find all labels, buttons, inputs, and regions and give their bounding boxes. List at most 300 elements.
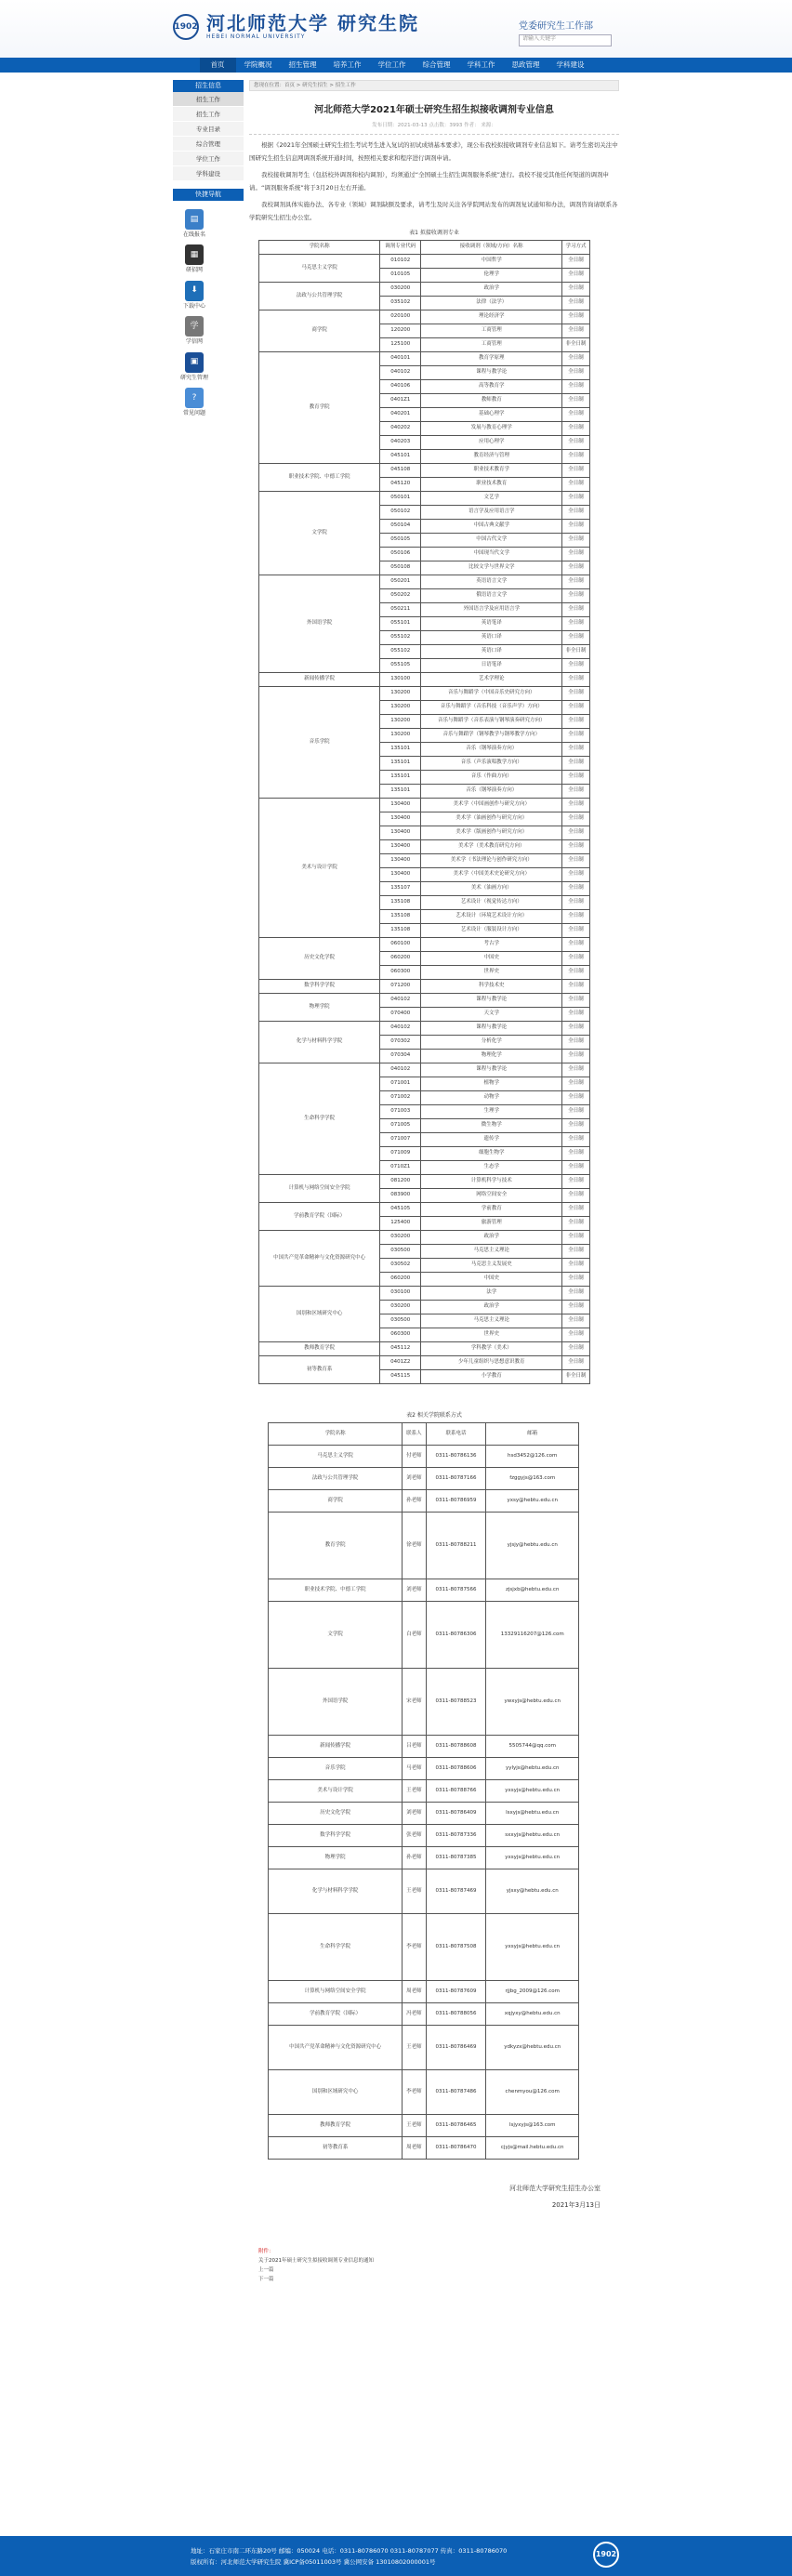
table-row bbox=[269, 1981, 579, 2003]
college-cell: 初等教育系 bbox=[259, 1356, 380, 1384]
table-cell: 050101 bbox=[380, 492, 421, 506]
table-cell: 应用心理学 bbox=[421, 436, 562, 450]
table-cell: 0311-80786465 bbox=[426, 2115, 486, 2137]
table-cell: 吕老师 bbox=[403, 1736, 426, 1758]
table-row bbox=[269, 1490, 579, 1513]
quick-link-label: 研究生管理 bbox=[179, 374, 208, 381]
nav-item[interactable]: 学院概况 bbox=[244, 60, 272, 69]
nav-item[interactable]: 招生管理 bbox=[288, 60, 317, 69]
table-cell: 少年儿童组织与思想意识教育 bbox=[421, 1356, 562, 1370]
table-cell: 文学院 bbox=[269, 1602, 403, 1669]
table-cell: 全日制 bbox=[562, 283, 590, 297]
sidebar-item[interactable]: 招生工作 bbox=[173, 107, 244, 122]
table-cell: 计算机与网络空间安全学院 bbox=[269, 1981, 403, 2003]
table-row bbox=[259, 1022, 590, 1036]
sidebar-item[interactable]: 专业目录 bbox=[173, 122, 244, 137]
table-cell: 职业技术教育 bbox=[421, 478, 562, 492]
table-cell: 艺术设计（环境艺术设计方向） bbox=[421, 910, 562, 924]
table-cell: 130400 bbox=[380, 826, 421, 840]
table-cell: 040202 bbox=[380, 422, 421, 436]
quick-link-label: 下载中心 bbox=[182, 302, 205, 310]
main-nav bbox=[0, 58, 792, 73]
table-row bbox=[259, 255, 590, 269]
table-cell: 音乐（钢琴演奏方向） bbox=[421, 743, 562, 757]
table-cell: 学前教育 bbox=[421, 1203, 562, 1217]
table-cell: 全日制 bbox=[562, 1245, 590, 1259]
nav-item[interactable]: 思政管理 bbox=[511, 60, 540, 69]
sidebar-item[interactable]: 学位工作 bbox=[173, 152, 244, 166]
attach-link[interactable]: 上一篇 bbox=[258, 2267, 274, 2274]
college-cell: 物理学院 bbox=[259, 994, 380, 1022]
table-cell: 045115 bbox=[380, 1370, 421, 1384]
table-cell: 音乐（钢琴演奏方向） bbox=[421, 785, 562, 799]
table-row bbox=[269, 1758, 579, 1780]
footer-seal-icon: 1902 bbox=[593, 2542, 619, 2568]
college-cell: 计算机与网络空间安全学院 bbox=[259, 1175, 380, 1203]
table-cell: 计算机科学与技术 bbox=[421, 1175, 562, 1189]
table-cell: 全日制 bbox=[562, 464, 590, 478]
college-cell: 学前教育学院（国际） bbox=[259, 1203, 380, 1231]
table-cell: 0311-80786409 bbox=[426, 1803, 486, 1825]
table-cell: 马克思主义理论 bbox=[421, 1314, 562, 1328]
table-cell: 130100 bbox=[380, 673, 421, 687]
nav-item[interactable]: 学科工作 bbox=[467, 60, 495, 69]
table-cell: 0311-80787609 bbox=[426, 1981, 486, 2003]
table1-caption: 表1 拟接收调剂专业 bbox=[409, 229, 459, 236]
table-cell: 孙老师 bbox=[403, 1847, 426, 1869]
table-cell: 音乐（作曲方向） bbox=[421, 771, 562, 785]
table-cell: 030200 bbox=[380, 283, 421, 297]
table-cell: 0311-80787336 bbox=[426, 1825, 486, 1847]
table-cell: 全日制 bbox=[562, 854, 590, 868]
table-row bbox=[269, 1446, 579, 1468]
table-cell: 物理化学 bbox=[421, 1050, 562, 1063]
table-row bbox=[259, 994, 590, 1008]
table-cell: 083900 bbox=[380, 1189, 421, 1203]
table-cell: 0311-80788056 bbox=[426, 2003, 486, 2026]
table-cell: 050108 bbox=[380, 561, 421, 575]
table-cell: 生态学 bbox=[421, 1161, 562, 1175]
article-title: 河北师范大学2021年硕士研究生招生拟接收调剂专业信息 bbox=[314, 105, 554, 115]
breadcrumb: 您现在位置：首页 > 研究生招生 > 招生工作 bbox=[249, 80, 619, 91]
article-paragraph: 我校接收调剂考生（包括校外调剂和校内调剂），均须通过“全国硕士生招生调剂服务系统”进行。我校不接受其他任何渠道的调剂申请。“调剂服务系统”将于3月20日左右开通。 bbox=[249, 170, 609, 192]
article-paragraph: 我校调剂具体实施办法、各专业（领域）调剂缺额及要求，请考生及时关注各学院网站发布的调剂复试通知和办法，调剂咨询请联系各学院研究生招生办公室。 bbox=[249, 200, 618, 221]
table-row bbox=[269, 1513, 579, 1579]
table-cell: 全日制 bbox=[562, 1287, 590, 1301]
table-cell: 物理学院 bbox=[269, 1847, 403, 1869]
table-cell: 化学与材料科学学院 bbox=[269, 1869, 403, 1914]
attach-link[interactable]: 下一篇 bbox=[258, 2277, 274, 2283]
table-cell: 教育学原理 bbox=[421, 352, 562, 366]
table-row bbox=[269, 1847, 579, 1869]
table-cell: 语言学及应用语言学 bbox=[421, 506, 562, 520]
table-row bbox=[259, 283, 590, 297]
table-cell: 全日制 bbox=[562, 1133, 590, 1147]
table-cell: 初等教育系 bbox=[269, 2137, 403, 2160]
table-cell: 全日制 bbox=[562, 1356, 590, 1370]
sidebar-item[interactable]: 招生工作 bbox=[173, 92, 244, 107]
sidebar-title: 招生信息 bbox=[173, 80, 244, 92]
table-cell: 国别和区域研究中心 bbox=[269, 2070, 403, 2115]
table-cell: 音乐与舞蹈学（音乐科技（音乐声学）方向） bbox=[421, 701, 562, 715]
table-cell: 071009 bbox=[380, 1147, 421, 1161]
quick-link-icon: ▦ bbox=[185, 244, 204, 265]
table-cell: 文艺学 bbox=[421, 492, 562, 506]
table-row bbox=[259, 464, 590, 478]
table-cell: yxsyjs@hebtu.edu.cn bbox=[486, 1847, 579, 1869]
party-work-link[interactable]: 党委研究生工作部 bbox=[519, 21, 593, 32]
college-cell: 教师教育学院 bbox=[259, 1342, 380, 1356]
table-cell: 071005 bbox=[380, 1119, 421, 1133]
table-cell: 060200 bbox=[380, 1273, 421, 1287]
table-cell: 040106 bbox=[380, 380, 421, 394]
table-cell: 王老师 bbox=[403, 2026, 426, 2070]
table-cell: 全日制 bbox=[562, 1077, 590, 1091]
logo-subtitle: HEBEI NORMAL UNIVERSITY bbox=[206, 33, 306, 40]
nav-item[interactable]: 学科建设 bbox=[556, 60, 585, 69]
table-cell: 全日制 bbox=[562, 1259, 590, 1273]
table-cell: 全日制 bbox=[562, 882, 590, 896]
table-cell: 中国古典文献学 bbox=[421, 520, 562, 534]
table-cell: 全日制 bbox=[562, 910, 590, 924]
quick-link-label: 在线报名 bbox=[182, 231, 205, 238]
table-cell: 全日制 bbox=[562, 1161, 590, 1175]
table-cell: 音乐与舞蹈学（钢琴教学与钢琴教学方向） bbox=[421, 729, 562, 743]
table-cell: zjsjxb@hebtu.edu.cn bbox=[486, 1579, 579, 1602]
table-cell: 课程与教学论 bbox=[421, 366, 562, 380]
table-cell: 050105 bbox=[380, 534, 421, 548]
table-cell: 商学院 bbox=[269, 1490, 403, 1513]
college-cell: 化学与材料科学学院 bbox=[259, 1022, 380, 1063]
table-cell: 0311-80787469 bbox=[426, 1869, 486, 1914]
table-cell: 040102 bbox=[380, 1063, 421, 1077]
table-cell: 旅游管理 bbox=[421, 1217, 562, 1231]
quick-link[interactable] bbox=[178, 209, 210, 239]
table-cell: 全日制 bbox=[562, 297, 590, 310]
table-cell: 全日制 bbox=[562, 1105, 590, 1119]
table-cell: 060200 bbox=[380, 952, 421, 966]
table-cell: 全日制 bbox=[562, 994, 590, 1008]
table-row bbox=[269, 2070, 579, 2115]
table-cell: lsxyjs@hebtu.edu.cn bbox=[486, 1803, 579, 1825]
college-cell: 外国语学院 bbox=[259, 575, 380, 673]
table-cell: 冯老师 bbox=[403, 2003, 426, 2026]
table-header: 联系电话 bbox=[426, 1423, 486, 1446]
attachments bbox=[249, 2247, 619, 2284]
table-cell: 全日制 bbox=[562, 631, 590, 645]
table-cell: yjsxy@hebtu.edu.cn bbox=[486, 1869, 579, 1914]
table-row bbox=[259, 1342, 590, 1356]
table-row bbox=[259, 799, 590, 812]
quick-link-icon: 学 bbox=[185, 316, 204, 337]
table-cell: 全日制 bbox=[562, 255, 590, 269]
table-cell: 全日制 bbox=[562, 952, 590, 966]
table-cell: 教师教育学院 bbox=[269, 2115, 403, 2137]
quick-link-icon: ▤ bbox=[185, 209, 204, 230]
table-cell: 040102 bbox=[380, 366, 421, 380]
table-cell: 050202 bbox=[380, 589, 421, 603]
table-cell: 全日制 bbox=[562, 785, 590, 799]
table-cell: 040203 bbox=[380, 436, 421, 450]
table-row bbox=[269, 1780, 579, 1803]
table-cell: 全日制 bbox=[562, 715, 590, 729]
table-cell: 070304 bbox=[380, 1050, 421, 1063]
table-cell: 0311-80787385 bbox=[426, 1847, 486, 1869]
table-cell: 071007 bbox=[380, 1133, 421, 1147]
table-cell: 美术与设计学院 bbox=[269, 1780, 403, 1803]
table-cell: 英语语言文学 bbox=[421, 575, 562, 589]
table-cell: 分析化学 bbox=[421, 1036, 562, 1050]
table-cell: 白老师 bbox=[403, 1602, 426, 1669]
table-cell: 美术学（油画创作与研究方向） bbox=[421, 812, 562, 826]
table-cell: 植物学 bbox=[421, 1077, 562, 1091]
table-cell: 030500 bbox=[380, 1245, 421, 1259]
table-row bbox=[269, 1736, 579, 1758]
table-cell: 030200 bbox=[380, 1231, 421, 1245]
table-cell: 周老师 bbox=[403, 1981, 426, 2003]
contacts-table bbox=[268, 1422, 579, 2160]
table-cell: 中国哲学 bbox=[421, 255, 562, 269]
table-cell: 法政与公共管理学院 bbox=[269, 1468, 403, 1490]
table-cell: 全日制 bbox=[562, 1147, 590, 1161]
table-cell: 刘老师 bbox=[403, 1579, 426, 1602]
college-cell: 马克思主义学院 bbox=[259, 255, 380, 283]
table-cell: 全日制 bbox=[562, 366, 590, 380]
table-cell: 130400 bbox=[380, 812, 421, 826]
table-cell: sxxyjs@hebtu.edu.cn bbox=[486, 1825, 579, 1847]
table-cell: 孙老师 bbox=[403, 1490, 426, 1513]
table-cell: 艺术设计（服装设计方向） bbox=[421, 924, 562, 938]
quick-link[interactable] bbox=[178, 388, 210, 417]
table-cell: 135107 bbox=[380, 882, 421, 896]
majors-table bbox=[258, 240, 590, 1384]
table-cell: ydkyzx@hebtu.edu.cn bbox=[486, 2026, 579, 2070]
article-meta: 发布日期：2021-03-13 点击数：3993 作者： 来源： bbox=[249, 123, 619, 135]
table-cell: 0311-80786470 bbox=[426, 2137, 486, 2160]
table-cell: 010102 bbox=[380, 255, 421, 269]
table-cell: 0311-80788523 bbox=[426, 1669, 486, 1736]
quick-link-label: 常见问题 bbox=[182, 409, 205, 416]
table-cell: 040201 bbox=[380, 408, 421, 422]
table-cell: 全日制 bbox=[562, 896, 590, 910]
table-header: 邮箱 bbox=[486, 1423, 579, 1446]
table-cell: 宋老师 bbox=[403, 1669, 426, 1736]
table-cell: 美术学（中国画创作与研究方向） bbox=[421, 799, 562, 812]
table-cell: 130200 bbox=[380, 701, 421, 715]
table-cell: 高等教育学 bbox=[421, 380, 562, 394]
table-cell: 全日制 bbox=[562, 352, 590, 366]
table-cell: 学科教学（美术） bbox=[421, 1342, 562, 1356]
footer bbox=[0, 2536, 792, 2576]
table-cell: 全日制 bbox=[562, 1175, 590, 1189]
footer-copyright: 版权所有：河北师范大学研究生院 冀ICP备05011003号 冀公网安备 13010802000001号 bbox=[191, 2558, 436, 2566]
table-cell: 125100 bbox=[380, 338, 421, 352]
nav-item[interactable]: 学位工作 bbox=[377, 60, 406, 69]
table-cell: 050106 bbox=[380, 548, 421, 561]
table-header: 调剂专业代码 bbox=[380, 241, 421, 255]
table-cell: 055102 bbox=[380, 645, 421, 659]
table-cell: 俄语语言文学 bbox=[421, 589, 562, 603]
table-cell: 050211 bbox=[380, 603, 421, 617]
table-cell: 教育学院 bbox=[269, 1513, 403, 1579]
sidebar-item[interactable]: 综合管理 bbox=[173, 137, 244, 152]
table-cell: 李老师 bbox=[403, 1914, 426, 1981]
table-cell: 0311-80786959 bbox=[426, 1490, 486, 1513]
quick-links bbox=[173, 201, 244, 426]
table-cell: 全日制 bbox=[562, 1063, 590, 1077]
table-cell: xqjyxy@hebtu.edu.cn bbox=[486, 2003, 579, 2026]
table-cell: 071002 bbox=[380, 1091, 421, 1105]
table-row bbox=[269, 1825, 579, 1847]
table-cell: 基础心理学 bbox=[421, 408, 562, 422]
table-header: 学院名称 bbox=[269, 1423, 403, 1446]
table-cell: 010105 bbox=[380, 269, 421, 283]
table-cell: rjjbg_2009@126.com bbox=[486, 1981, 579, 2003]
table-cell: 全日制 bbox=[562, 1091, 590, 1105]
table-cell: 马克思主义学院 bbox=[269, 1446, 403, 1468]
table-cell: yjsjy@hebtu.edu.cn bbox=[486, 1513, 579, 1579]
sidebar-item[interactable]: 学科建设 bbox=[173, 166, 244, 181]
table-cell: 生命科学学院 bbox=[269, 1914, 403, 1981]
table-cell: 030200 bbox=[380, 1301, 421, 1314]
table-cell: 非全日制 bbox=[562, 645, 590, 659]
table-cell: 135108 bbox=[380, 910, 421, 924]
site-logo[interactable] bbox=[173, 13, 419, 41]
table-cell: 世界史 bbox=[421, 1328, 562, 1342]
table-cell: 045120 bbox=[380, 478, 421, 492]
quick-link[interactable] bbox=[178, 281, 210, 310]
table-cell: 数学科学学院 bbox=[269, 1825, 403, 1847]
table-cell: 马克思主义发展史 bbox=[421, 1259, 562, 1273]
table-cell: 130400 bbox=[380, 868, 421, 882]
table-cell: 教师教育 bbox=[421, 394, 562, 408]
table2-caption: 表2 相关学院联系方式 bbox=[406, 1412, 462, 1420]
table-cell: 045112 bbox=[380, 1342, 421, 1356]
table-row bbox=[259, 938, 590, 952]
table-cell: 0311-80788211 bbox=[426, 1513, 486, 1579]
nav-item[interactable]: 培养工作 bbox=[333, 60, 362, 69]
university-seal: 1902 bbox=[173, 14, 199, 40]
table-cell: 日语笔译 bbox=[421, 659, 562, 673]
table-cell: 全日制 bbox=[562, 575, 590, 589]
college-cell: 新闻传播学院 bbox=[259, 673, 380, 687]
table-cell: 130200 bbox=[380, 687, 421, 701]
table-cell: 非全日制 bbox=[562, 338, 590, 352]
table-cell: 135108 bbox=[380, 924, 421, 938]
college-cell: 国别和区域研究中心 bbox=[259, 1287, 380, 1342]
table-cell: 遗传学 bbox=[421, 1133, 562, 1147]
table-cell: 全日制 bbox=[562, 436, 590, 450]
table-cell: 刘老师 bbox=[403, 1468, 426, 1490]
table-cell: 全日制 bbox=[562, 561, 590, 575]
table-cell: 全日制 bbox=[562, 1342, 590, 1356]
table-cell: 035102 bbox=[380, 297, 421, 310]
college-cell: 文学院 bbox=[259, 492, 380, 575]
table-cell: 130400 bbox=[380, 854, 421, 868]
table-cell: 全日制 bbox=[562, 771, 590, 785]
table-cell: 新闻传播学院 bbox=[269, 1736, 403, 1758]
table-cell: cjyjs@mail.hebtu.edu.cn bbox=[486, 2137, 579, 2160]
table-cell: 全日制 bbox=[562, 1314, 590, 1328]
table-cell: 全日制 bbox=[562, 534, 590, 548]
table-row bbox=[269, 1869, 579, 1914]
quick-link-icon: ▣ bbox=[185, 352, 204, 373]
table-cell: 全日制 bbox=[562, 1050, 590, 1063]
sidebar bbox=[173, 73, 244, 426]
table-cell: 全日制 bbox=[562, 617, 590, 631]
table-cell: 课程与教学论 bbox=[421, 994, 562, 1008]
table-cell: 课程与教学论 bbox=[421, 1063, 562, 1077]
quick-link[interactable] bbox=[178, 316, 210, 346]
table-cell: 全日制 bbox=[562, 980, 590, 994]
table-cell: 0311-80788608 bbox=[426, 1736, 486, 1758]
table-cell: 全日制 bbox=[562, 938, 590, 952]
table-cell: 0311-80788766 bbox=[426, 1780, 486, 1803]
table-cell: 中国史 bbox=[421, 1273, 562, 1287]
table-cell: 050104 bbox=[380, 520, 421, 534]
table-cell: 全日制 bbox=[562, 506, 590, 520]
table-cell: 全日制 bbox=[562, 1036, 590, 1050]
table-cell: 全日制 bbox=[562, 269, 590, 283]
table-cell: 王老师 bbox=[403, 1780, 426, 1803]
table-cell: 全日制 bbox=[562, 826, 590, 840]
table-cell: 徐老师 bbox=[403, 1513, 426, 1579]
table-cell: 英语口译 bbox=[421, 645, 562, 659]
table-cell: 科学技术史 bbox=[421, 980, 562, 994]
table-cell: 全日制 bbox=[562, 1119, 590, 1133]
search-input[interactable]: 请输入关键字 bbox=[519, 34, 612, 46]
table-row bbox=[259, 1231, 590, 1245]
signature-date: 2021年3月13日 bbox=[551, 2201, 601, 2210]
table-cell: 音乐学院 bbox=[269, 1758, 403, 1780]
table-row bbox=[259, 575, 590, 589]
table-cell: 全日制 bbox=[562, 478, 590, 492]
table-cell: 0710Z1 bbox=[380, 1161, 421, 1175]
table-row bbox=[269, 1579, 579, 1602]
table-cell: 135101 bbox=[380, 743, 421, 757]
nav-item[interactable]: 首页 bbox=[200, 58, 236, 73]
quick-link-icon: ⬇ bbox=[185, 281, 204, 301]
table-cell: 130200 bbox=[380, 729, 421, 743]
table-cell: 0311-80788606 bbox=[426, 1758, 486, 1780]
table-cell: 071200 bbox=[380, 980, 421, 994]
table-cell: 法学 bbox=[421, 1287, 562, 1301]
table-cell: 李老师 bbox=[403, 2070, 426, 2115]
table-cell: 全日制 bbox=[562, 1203, 590, 1217]
table-cell: 天文学 bbox=[421, 1008, 562, 1022]
table-cell: 工商管理 bbox=[421, 338, 562, 352]
quick-link[interactable] bbox=[178, 244, 210, 274]
table-cell: 全日制 bbox=[562, 422, 590, 436]
quick-link[interactable] bbox=[178, 352, 210, 382]
table-cell: 030500 bbox=[380, 1314, 421, 1328]
quick-link-label: 研招网 bbox=[185, 267, 203, 274]
nav-item[interactable]: 综合管理 bbox=[422, 60, 451, 69]
college-cell: 教育学院 bbox=[259, 352, 380, 464]
table-row bbox=[269, 1669, 579, 1736]
table-cell: 130400 bbox=[380, 840, 421, 854]
table-row bbox=[259, 1203, 590, 1217]
table-cell: 张老师 bbox=[403, 1825, 426, 1847]
table-cell: 生理学 bbox=[421, 1105, 562, 1119]
table-cell: 055101 bbox=[380, 617, 421, 631]
college-cell: 美术与设计学院 bbox=[259, 799, 380, 938]
college-cell: 音乐学院 bbox=[259, 687, 380, 799]
table-cell: 政治学 bbox=[421, 283, 562, 297]
attach-link[interactable]: 关于2021年硕士研究生拟接收调剂专业信息的通知 bbox=[258, 2258, 374, 2265]
college-cell: 法政与公共管理学院 bbox=[259, 283, 380, 310]
table-cell: 全日制 bbox=[562, 408, 590, 422]
